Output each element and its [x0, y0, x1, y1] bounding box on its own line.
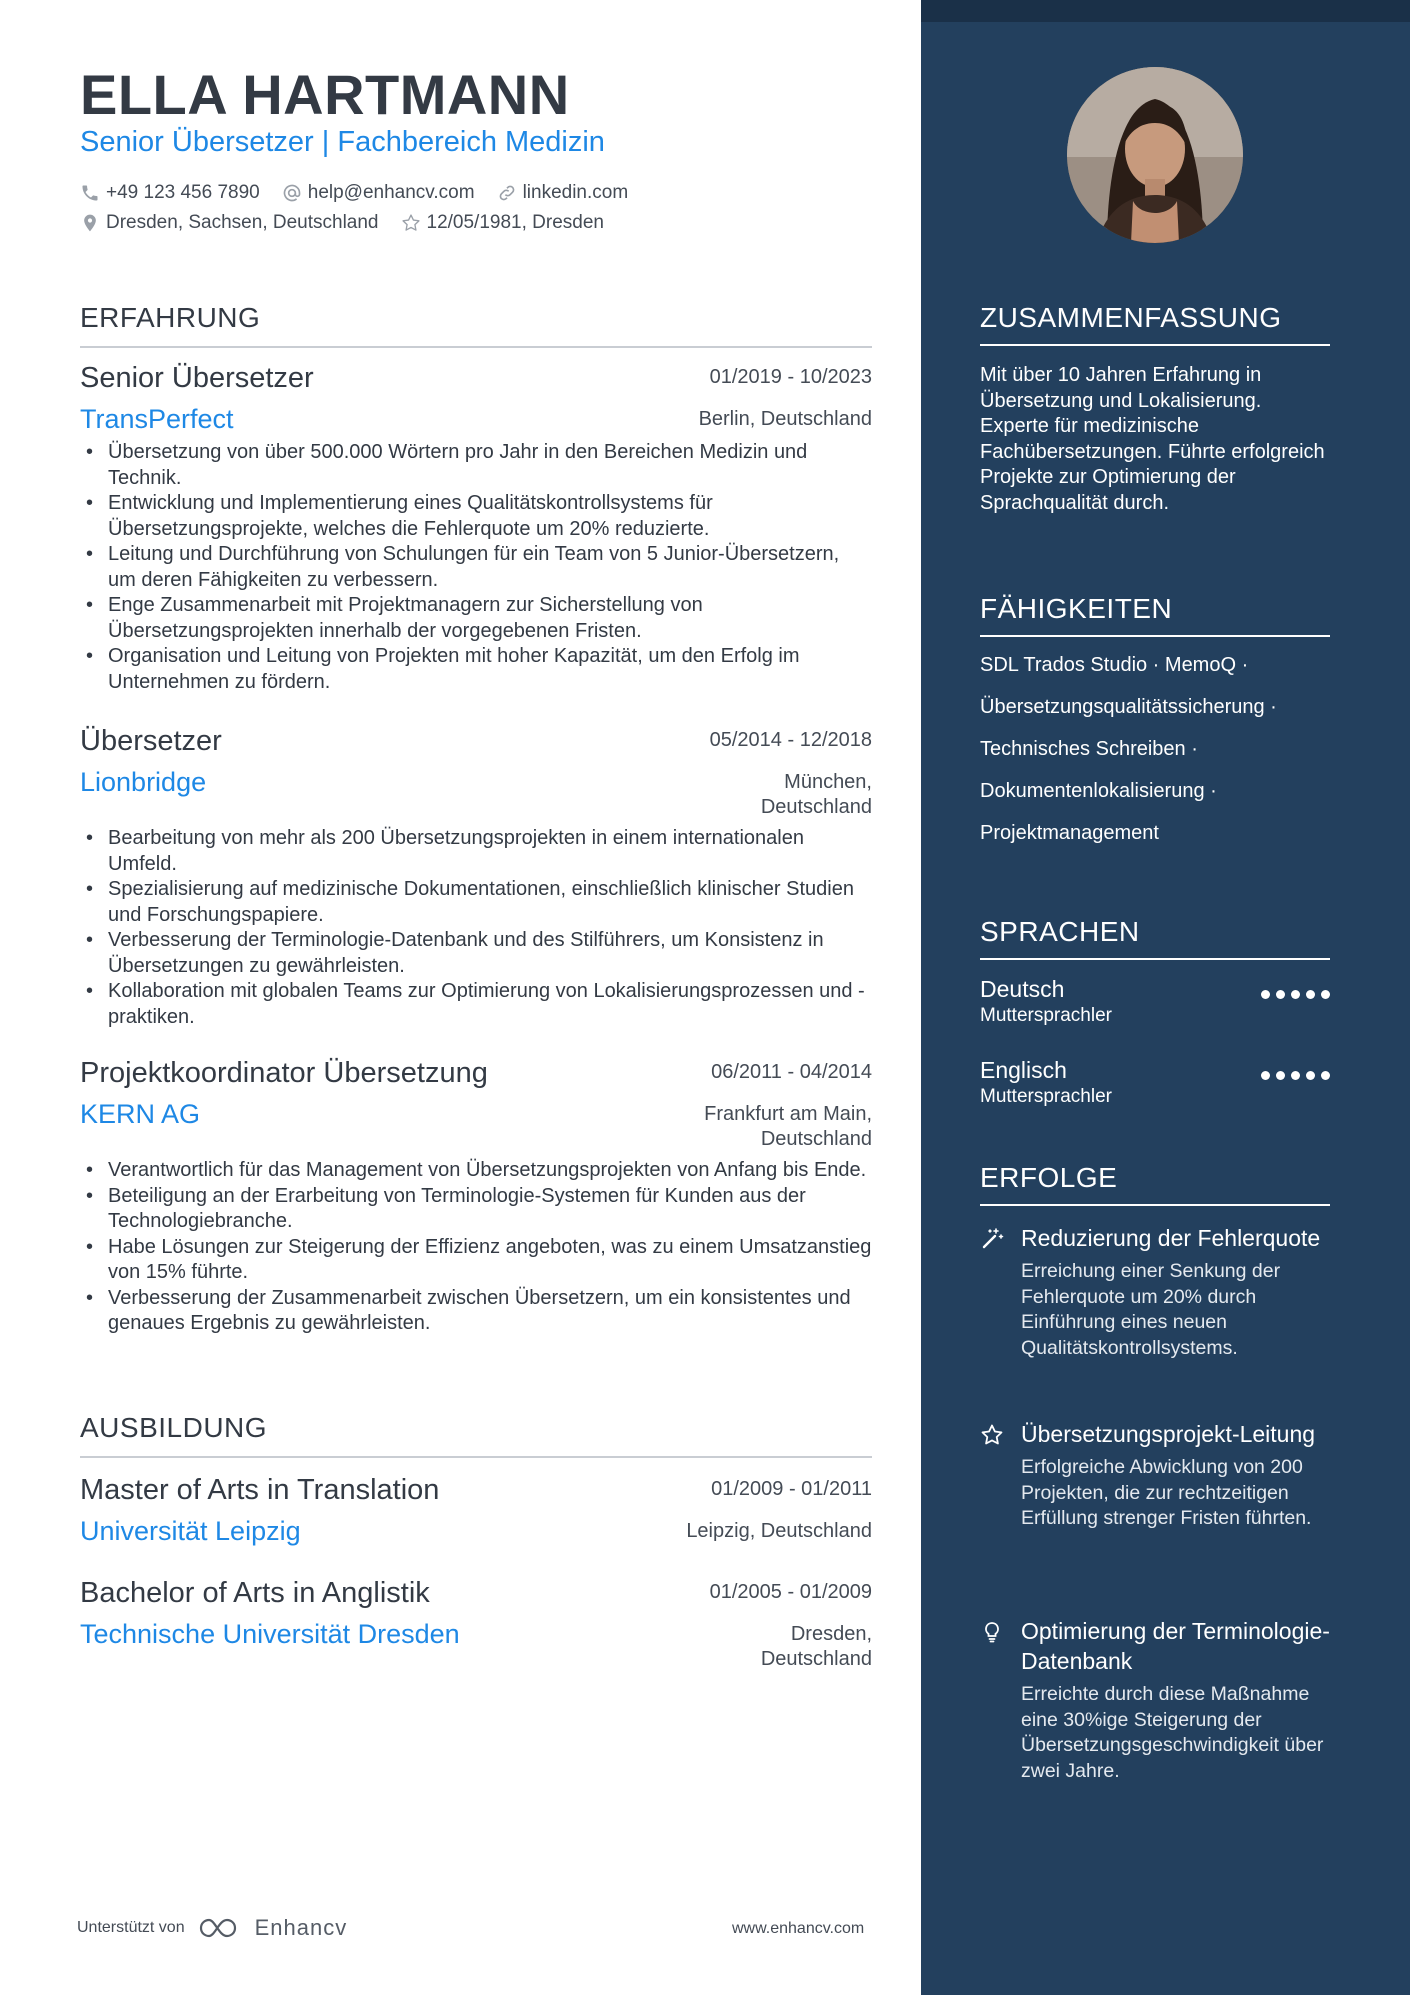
bullet-item: • Verbesserung der Terminologie-Datenbank und des Stilführers, um Konsistenz in Übersetzungen zu gewährleisten. — [80, 928, 872, 979]
lightbulb-icon — [980, 1620, 1004, 1644]
birth-text: 12/05/1981, Dresden — [426, 212, 604, 233]
brand-name: Enhancv — [254, 1915, 348, 1940]
link-icon — [497, 183, 517, 203]
contact-row-1 — [80, 182, 650, 204]
bullet-item: • Spezialisierung auf medizinische Dokumentationen, einschließlich klinischer Studien und Forschungspapiere. — [80, 877, 872, 928]
job-company[interactable]: Lionbridge — [80, 767, 207, 797]
job-entry — [80, 1057, 872, 1337]
contact-row-2 — [80, 212, 626, 234]
skill-line: Technisches Schreiben · — [980, 738, 1198, 760]
education-dates: 01/2009 - 01/2011 — [711, 1478, 872, 1500]
profile-photo-icon — [1067, 67, 1243, 243]
summary-text: Mit über 10 Jahren Erfahrung in Übersetzung und Lokalisierung. Experte für medizinische Fachübersetzungen. Führte erfolgreich Projekte zur Optimierung der Sprachqualität durch. — [980, 364, 1325, 514]
school-name[interactable]: Technische Universität Dresden — [80, 1619, 460, 1649]
footer-branding — [77, 1915, 347, 1941]
bullet-item: • Habe Lösungen zur Steigerung der Effizienz angeboten, was zu einem Umsatzanstieg von 15% führte. — [80, 1235, 872, 1286]
languages-heading: SPRACHEN — [980, 916, 1330, 960]
skill-line: Projektmanagement — [980, 822, 1159, 844]
education-location: Dresden, Deutschland — [760, 1623, 872, 1670]
achievement-title: Übersetzungsprojekt-Leitung — [1021, 1421, 1316, 1447]
candidate-name: ELLA HARTMANN — [80, 63, 570, 126]
skill-line: Übersetzungsqualitätssicherung · — [980, 696, 1277, 718]
skills-heading: FÄHIGKEITEN — [980, 593, 1330, 637]
bullet-item: • Organisation und Leitung von Projekten mit hoher Kapazität, um den Erfolg im Unternehmen zu fördern. — [80, 644, 872, 695]
star-outline-icon — [401, 213, 421, 233]
language-level: Muttersprachler — [980, 1005, 1112, 1026]
candidate-title: Senior Übersetzer | Fachbereich Medizin — [80, 126, 605, 158]
education-location: Leipzig, Deutschland — [686, 1520, 872, 1542]
skills-list — [980, 654, 1330, 864]
bullet-item: • Beteiligung an der Erarbeitung von Terminologie-Systemen für Kunden aus der Technologiebranche. — [80, 1184, 872, 1235]
rating-dot — [1306, 1071, 1315, 1080]
language-item — [980, 1057, 1330, 1108]
job-location: Berlin, Deutschland — [698, 408, 872, 430]
job-company[interactable]: KERN AG — [80, 1099, 201, 1129]
sidebar-top-strip — [921, 0, 1410, 22]
job-location: Frankfurt am Main, Deutschland — [704, 1103, 872, 1150]
language-name: Englisch — [980, 1057, 1067, 1083]
phone-icon — [80, 183, 100, 203]
school-name[interactable]: Universität Leipzig — [80, 1516, 301, 1546]
powered-by-text: Unterstützt von — [77, 1919, 185, 1936]
rating-dot — [1291, 990, 1300, 999]
job-bullets — [80, 1158, 872, 1337]
enhancv-logo-icon — [197, 1916, 245, 1940]
degree-title: Master of Arts in Translation — [80, 1474, 440, 1506]
job-entry — [80, 362, 872, 695]
job-entry — [80, 725, 872, 1030]
achievements-heading: ERFOLGE — [980, 1162, 1330, 1206]
achievement-item — [980, 1223, 1330, 1361]
job-company[interactable]: TransPerfect — [80, 404, 234, 434]
language-item — [980, 976, 1330, 1027]
job-dates: 01/2019 - 10/2023 — [709, 366, 872, 388]
bullet-item: • Verbesserung der Zusammenarbeit zwischen Übersetzern, um ein konsistentes und genaues Ergebnis zu gewährleisten. — [80, 1286, 872, 1337]
rating-dot — [1306, 990, 1315, 999]
bullet-item: • Übersetzung von über 500.000 Wörtern pro Jahr in den Bereichen Medizin und Technik. — [80, 440, 872, 491]
job-title: Senior Übersetzer — [80, 362, 314, 394]
degree-title: Bachelor of Arts in Anglistik — [80, 1577, 430, 1609]
contact-phone — [80, 182, 260, 204]
bullet-item: • Kollaboration mit globalen Teams zur Optimierung von Lokalisierungsprozessen und -praktiken. — [80, 979, 872, 1030]
bullet-item: • Leitung und Durchführung von Schulungen für ein Team von 5 Junior-Übersetzern, um deren Fähigkeiten zu verbessern. — [80, 542, 872, 593]
location-text: Dresden, Sachsen, Deutschland — [106, 212, 379, 233]
star-icon — [980, 1423, 1004, 1447]
skill-line: SDL Trados Studio · MemoQ · — [980, 654, 1249, 676]
phone-text: +49 123 456 7890 — [106, 182, 260, 203]
contact-location — [80, 212, 379, 234]
achievement-desc: Erreichung einer Senkung der Fehlerquote um 20% durch Einführung eines neuen Qualitätskontrollsystems. — [1021, 1260, 1281, 1359]
sidebar — [921, 0, 1410, 1995]
achievement-title: Reduzierung der Fehlerquote — [1021, 1225, 1321, 1251]
location-pin-icon — [80, 213, 100, 233]
experience-heading: ERFAHRUNG — [80, 302, 872, 348]
rating-dot — [1276, 1071, 1285, 1080]
rating-dot — [1321, 990, 1330, 999]
achievement-title: Optimierung der Terminologie-Datenbank — [1021, 1618, 1330, 1674]
job-dates: 05/2014 - 12/2018 — [709, 729, 872, 751]
rating-dot — [1261, 1071, 1270, 1080]
bullet-item: • Enge Zusammenarbeit mit Projektmanagern zur Sicherstellung von Übersetzungsprojekten innerhalb der vorgegebenen Fristen. — [80, 593, 872, 644]
bullet-item: • Verantwortlich für das Management von Übersetzungsprojekten von Anfang bis Ende. — [80, 1158, 872, 1184]
education-entry — [80, 1474, 872, 1556]
achievement-item — [980, 1616, 1330, 1784]
education-entry — [80, 1577, 872, 1670]
contact-linkedin[interactable] — [497, 182, 629, 204]
contact-email[interactable] — [282, 182, 475, 204]
achievement-desc: Erreichte durch diese Maßnahme eine 30%ige Steigerung der Übersetzungsgeschwindigkeit über zwei Jahre. — [1021, 1683, 1324, 1782]
rating-dot — [1276, 990, 1285, 999]
job-title: Übersetzer — [80, 725, 222, 757]
language-level: Muttersprachler — [980, 1086, 1112, 1107]
achievement-item — [980, 1419, 1330, 1532]
skill-line: Dokumentenlokalisierung · — [980, 780, 1217, 802]
job-bullets — [80, 440, 872, 695]
bullet-item: • Bearbeitung von mehr als 200 Übersetzungsprojekten in einem internationalen Umfeld. — [80, 826, 872, 877]
contact-birth — [401, 212, 604, 234]
avatar — [1067, 67, 1243, 243]
bullet-item: • Entwicklung und Implementierung eines Qualitätskontrollsystems für Übersetzungsprojekte, welches die Fehlerquote um 20% reduzierte. — [80, 491, 872, 542]
job-location: München, Deutschland — [760, 771, 872, 818]
education-heading: AUSBILDUNG — [80, 1412, 872, 1458]
language-rating — [1255, 990, 1330, 999]
education-dates: 01/2005 - 01/2009 — [709, 1581, 872, 1603]
linkedin-text[interactable]: linkedin.com — [522, 182, 629, 203]
email-text[interactable]: help@enhancv.com — [307, 182, 475, 203]
summary-heading: ZUSAMMENFASSUNG — [980, 302, 1330, 346]
job-bullets — [80, 826, 872, 1030]
rating-dot — [1261, 990, 1270, 999]
at-icon — [282, 183, 302, 203]
magic-wand-icon — [980, 1227, 1004, 1251]
achievement-desc: Erfolgreiche Abwicklung von 200 Projekten, die zur rechtzeitigen Erfüllung strenger Fristen führten. — [1021, 1456, 1312, 1529]
job-dates: 06/2011 - 04/2014 — [711, 1061, 872, 1083]
job-title: Projektkoordinator Übersetzung — [80, 1057, 488, 1089]
rating-dot — [1291, 1071, 1300, 1080]
rating-dot — [1321, 1071, 1330, 1080]
language-rating — [1255, 1071, 1330, 1080]
footer-url[interactable]: www.enhancv.com — [732, 1920, 865, 1937]
language-name: Deutsch — [980, 976, 1065, 1002]
